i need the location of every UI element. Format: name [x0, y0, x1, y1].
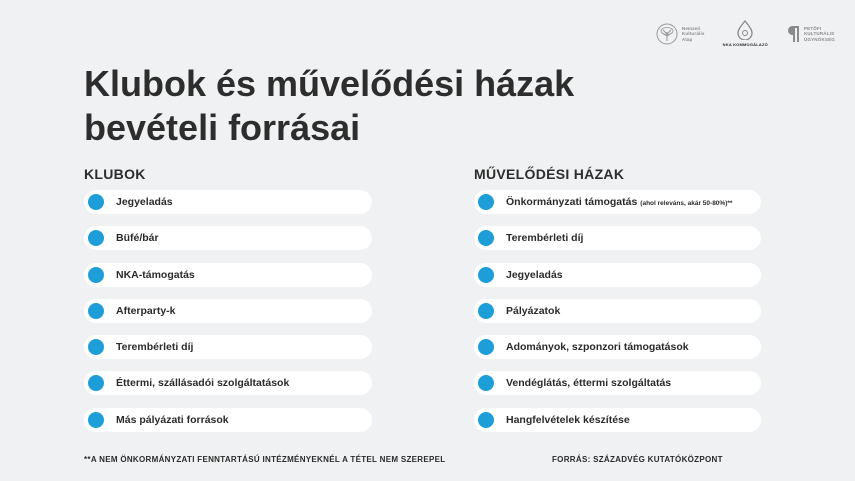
bullet-icon: [88, 412, 104, 428]
list-item-text: Önkormányzati támogatás: [506, 196, 638, 208]
bullet-icon: [478, 230, 494, 246]
list-item: [474, 335, 761, 359]
list-item-label: Vendéglátás, éttermi szolgáltatás: [506, 377, 672, 390]
nka-logo-line2: Kulturális: [681, 31, 705, 36]
bullet-icon: [478, 412, 494, 428]
list-item: [474, 299, 761, 323]
nka-logo-line1: Nemzeti: [681, 25, 701, 31]
bullet-icon: [88, 230, 104, 246]
list-item: [474, 371, 761, 395]
pku-logo: [786, 24, 835, 44]
list-item-label: Éttermi, szállásadói szolgáltatások: [116, 377, 290, 390]
list-item-label: Adományok, szponzori támogatások: [506, 341, 689, 354]
bullet-icon: [478, 267, 494, 283]
bullet-icon: [88, 194, 104, 210]
list-item: [84, 371, 372, 395]
page-title: [84, 62, 684, 150]
list-item-label: Jegyeladás: [116, 196, 173, 208]
list-item-label: Terembérleti díj: [116, 341, 194, 354]
list-item: [84, 226, 372, 250]
clubs-heading: KLUBOK: [84, 166, 146, 182]
list-item: [474, 190, 761, 214]
list-item-label: Hangfelvételek készítése: [506, 413, 630, 426]
page-title-line1: Klubok és művelődési házak: [84, 63, 575, 104]
list-item: [84, 263, 372, 287]
pku-logo-line2: KULTURÁLIS: [803, 31, 835, 36]
bullet-icon: [88, 303, 104, 319]
list-item-label: Más pályázati források: [116, 413, 229, 426]
list-item-note: (ahol releváns, akár 50-80%)**: [640, 200, 733, 207]
list-item: [474, 263, 761, 287]
pku-logo-line3: ÜGYNÖKSÉG: [803, 36, 835, 42]
bullet-icon: [478, 375, 494, 391]
clubs-column: [84, 165, 372, 444]
tree-icon: [656, 23, 678, 45]
list-item-label: Afterparty-k: [116, 304, 176, 317]
list-item-label: Büfé/bár: [116, 232, 159, 245]
logo-bar: [656, 20, 835, 48]
culture-houses-column: [474, 165, 762, 444]
nka-logo-line3: Alap: [681, 36, 693, 42]
pku-logo-line1: PETŐFI: [803, 25, 822, 31]
list-item-label: Jegyeladás: [506, 268, 563, 281]
nka-kk-logo-text: NKA KOMMOGÁLAZÓ: [722, 42, 768, 47]
page-title-line2: bevételi forrásai: [84, 107, 361, 148]
bullet-icon: [478, 194, 494, 210]
list-item: [474, 408, 761, 432]
bullet-icon: [478, 303, 494, 319]
list-item-label: [506, 196, 732, 208]
nka-kk-logo: [723, 20, 768, 48]
list-item-label: Terembérleti díj: [506, 232, 584, 245]
culture-houses-heading: MŰVELŐDÉSI HÁZAK: [474, 166, 625, 182]
list-item: [84, 335, 372, 359]
pilcrow-icon: [786, 24, 800, 44]
list-item-label: Pályázatok: [506, 304, 561, 317]
source-note: FORRÁS: SZÁZADVÉG KUTATÓKÖZPONT: [552, 455, 723, 464]
list-item: [474, 226, 761, 250]
nka-logo: [656, 23, 705, 45]
list-item: [84, 408, 372, 432]
list-item-label: NKA-támogatás: [116, 268, 195, 281]
footnote: **A NEM ÖNKORMÁNYZATI FENNTARTÁSÚ INTÉZMÉNYEKNÉL A TÉTEL NEM SZEREPEL: [84, 455, 446, 464]
list-item: [84, 190, 372, 214]
bullet-icon: [88, 375, 104, 391]
bullet-icon: [88, 267, 104, 283]
list-item: [84, 299, 372, 323]
drop-icon: [736, 20, 754, 40]
bullet-icon: [88, 339, 104, 355]
bullet-icon: [478, 339, 494, 355]
